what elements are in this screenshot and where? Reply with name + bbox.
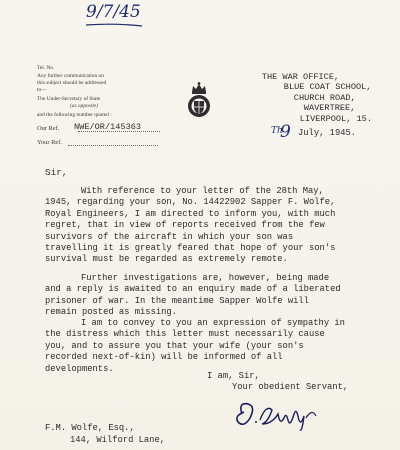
- war-office-address: [261, 72, 372, 124]
- salutation: Sir,: [45, 167, 68, 178]
- ref-line-1: Any further communication on: [37, 73, 104, 79]
- paragraph-line: the distress which this letter must necessarily cause: [45, 329, 325, 340]
- ref-tel: Tel. No.: [37, 65, 55, 71]
- ref-line-6: and the following number quoted :: [37, 112, 112, 118]
- paragraph-line: prisoner of war. In the meantime Sapper Wolfe will: [45, 295, 309, 306]
- paragraph-line: and a reply is awaited to an enquiry made of a liberated: [45, 284, 341, 295]
- typed-date: July, 1945.: [298, 128, 357, 138]
- paragraph-line: remain posted as missing.: [45, 307, 177, 318]
- paragraph-line: recorded next-of-kin) will be informed of all: [45, 352, 283, 363]
- handwritten-date-day: 9: [280, 122, 291, 142]
- ref-line-4: The Under-Secretary of State: [37, 96, 101, 102]
- address-line-1: THE WAR OFFICE,: [261, 72, 340, 82]
- signature: [232, 394, 322, 434]
- our-ref-value: NWE/OR/145363: [74, 122, 142, 132]
- recipient-name: F.M. Wolfe, Esq.,: [45, 423, 135, 433]
- your-ref-dotted-line: [68, 145, 158, 146]
- paragraph-line: Royal Engineers, I am directed to inform you, with much: [45, 208, 336, 219]
- paragraph-line: you, and to assure you that your wife (your son's: [45, 340, 304, 351]
- ref-line-3: to—: [37, 87, 47, 93]
- paragraph-3: [45, 318, 385, 375]
- address-line-5: LIVERPOOL, 15.: [299, 113, 372, 124]
- closing-line-2: Your obedient Servant,: [232, 382, 349, 392]
- recipient-street: 144, Wilford Lane,: [70, 435, 166, 445]
- handwritten-date-annotation: 9/7/45: [86, 2, 141, 22]
- paragraph-line: With reference to your letter of the 28th May,: [81, 186, 324, 196]
- ref-line-5: (as opposite): [70, 103, 98, 109]
- paragraph-line: 1945, regarding your son, No. 14422902 Sapper F. Wolfe,: [45, 197, 336, 208]
- address-line-2: BLUE COAT SCHOOL,: [283, 82, 372, 93]
- handwritten-date-mark: Th: [271, 126, 283, 136]
- paragraph-line: Further investigations are, however, being made: [81, 273, 330, 283]
- paragraph-line: regret, that in view of reports received from the few: [45, 220, 325, 231]
- paragraph-2: [45, 273, 385, 319]
- paragraph-line: travelling it is greatly feared that hope of your son's: [45, 243, 336, 254]
- our-ref-label: Our Ref.: [37, 125, 60, 132]
- paragraph-1: [45, 186, 385, 266]
- paragraph-line: survivors of the aircraft in which your son was: [45, 231, 294, 242]
- paragraph-line: developments.: [45, 363, 114, 374]
- your-ref-label: Your Ref.: [37, 139, 62, 146]
- address-line-4: WAVERTREE,: [303, 103, 356, 114]
- address-line-3: CHURCH ROAD,: [293, 92, 356, 103]
- paragraph-line: I am to convey to you an expression of sympathy in: [81, 318, 345, 328]
- royal-crest-icon: [181, 80, 217, 120]
- ref-line-2: this subject should be addressed: [37, 80, 107, 86]
- paragraph-line: survival must be regarded as extremely remote.: [45, 254, 288, 265]
- closing-line-1: I am, Sir,: [207, 371, 260, 381]
- annotation-underline: [84, 22, 144, 28]
